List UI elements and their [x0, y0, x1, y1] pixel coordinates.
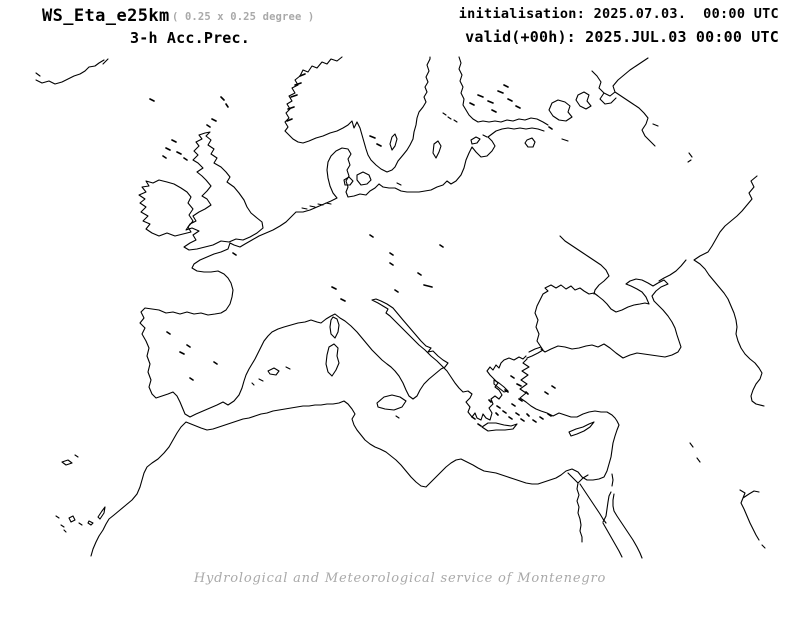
river-nile-and-delta [568, 473, 588, 542]
coastline-caspian-volga [694, 176, 764, 406]
rivers-dnieper-don-tigris [560, 236, 765, 548]
service-credit: Hydrological and Meteorological service of Montenegro [193, 571, 607, 586]
coastline-scandinavia-baltic-westeurope-iberia [140, 57, 548, 420]
model-title: WS_Eta_e25km [42, 6, 170, 26]
coastline-white-sea [592, 58, 658, 146]
initialisation-time: initialisation: 2025.07.03. 00:00 UTC [458, 6, 779, 22]
coastline-ireland [139, 180, 193, 236]
coastline-turkey-levant-north-africa [91, 359, 619, 556]
islands-madeira-canaries [56, 455, 105, 532]
product-label: 3-h Acc.Prec. [130, 29, 250, 47]
islands-north-atlantic [150, 97, 236, 255]
islands-corsica-sardinia [326, 317, 339, 376]
coastline-great-britain [184, 132, 263, 250]
coastline-red-sea-sinai [580, 474, 642, 558]
islands-aegean [472, 376, 555, 426]
islands-baltic [390, 113, 487, 185]
islands-sicily-malta [377, 395, 406, 418]
islands-denmark-frisian [302, 172, 371, 209]
coastline-black-sea-azov [527, 279, 681, 358]
coastline-iceland-fragment [36, 59, 108, 84]
grid-resolution-note: ( 0.25 x 0.25 degree ) [172, 11, 315, 23]
valid-time: valid(+00h): 2025.JUL.03 00:00 UTC [465, 28, 779, 46]
islands-balearics [252, 367, 290, 385]
